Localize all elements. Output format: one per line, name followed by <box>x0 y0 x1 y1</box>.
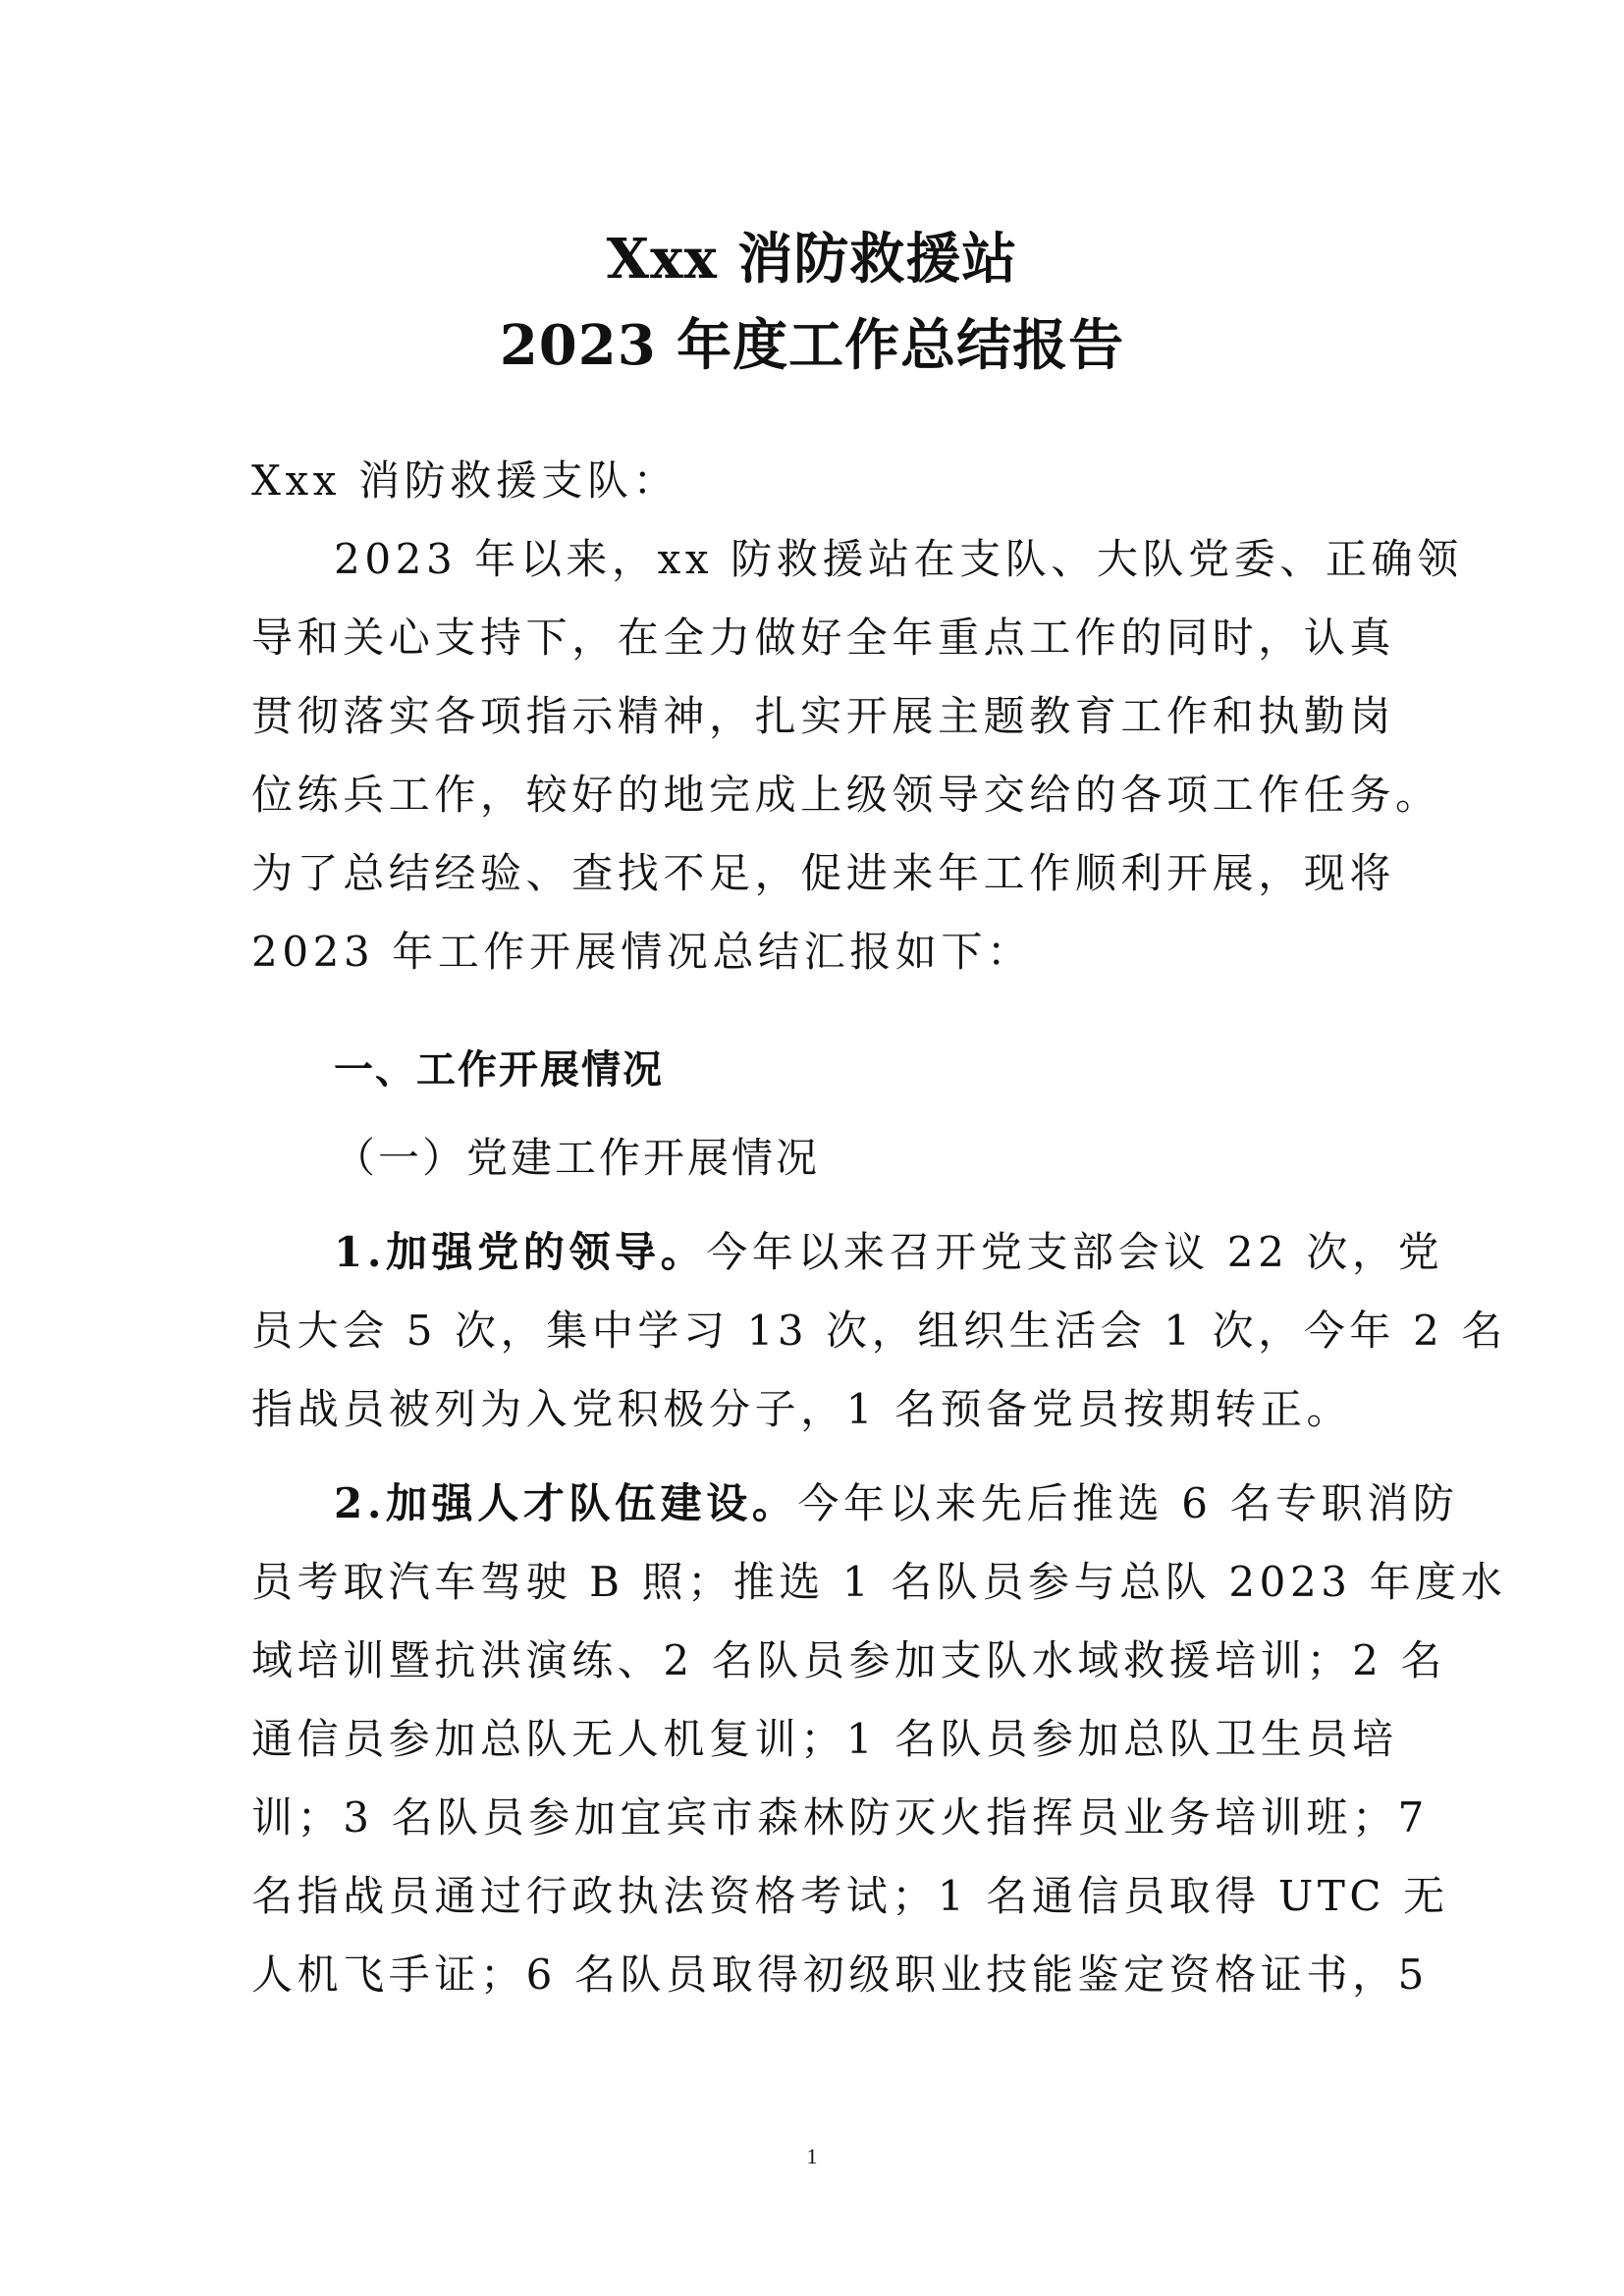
intro-line: 2023 年以来，xx 防救援站在支队、大队党委、正确领 <box>334 535 1463 583</box>
item-1-text: 今年以来召开党支部会议 22 次，党 <box>706 1228 1444 1276</box>
subsection-heading: （一）党建工作开展情况 <box>334 1134 821 1182</box>
section-heading: 一、工作开展情况 <box>334 1047 664 1093</box>
item-2-line: 通信员参加总队无人机复训；1 名队员参加总队卫生员培 <box>251 1715 1398 1763</box>
document-title-line-2: 2023 年度工作总结报告 <box>499 313 1125 378</box>
item-2-line: 员考取汽车驾驶 B 照；推选 1 名队员参与总队 2023 年度水 <box>251 1558 1507 1606</box>
page-number: 1 <box>806 2144 818 2168</box>
item-1-lead: 1.加强党的领导。 <box>334 1228 707 1276</box>
item-2-lead: 2.加强人才队伍建设。 <box>334 1479 798 1527</box>
salutation: Xxx 消防救援支队： <box>251 456 679 505</box>
document-title-line-1: Xxx 消防救援站 <box>606 227 1018 292</box>
item-1-line: 员大会 5 次，集中学习 13 次，组织生活会 1 次，今年 2 名 <box>251 1307 1507 1355</box>
item-2-text: 今年以来先后推选 6 名专职消防 <box>797 1479 1459 1527</box>
item-2-line: 名指战员通过行政执法资格考试；1 名通信员取得 UTC 无 <box>251 1872 1449 1920</box>
intro-line: 贯彻落实各项指示精神，扎实开展主题教育工作和执勤岗 <box>251 692 1396 740</box>
intro-line: 2023 年工作开展情况总结汇报如下： <box>251 928 1033 976</box>
intro-line: 位练兵工作，较好的地完成上级领导交给的各项工作任务。 <box>251 771 1441 819</box>
item-1-first-line <box>334 1223 1443 1282</box>
item-2-first-line <box>334 1474 1458 1533</box>
item-1-line: 指战员被列为入党积极分子，1 名预备党员按期转正。 <box>251 1385 1353 1433</box>
intro-line: 为了总结经验、查找不足，促进来年工作顺利开展，现将 <box>251 849 1396 897</box>
intro-line: 导和关心支持下，在全力做好全年重点工作的同时，认真 <box>251 614 1396 662</box>
item-2-line: 人机飞手证；6 名队员取得初级职业技能鉴定资格证书，5 <box>251 1950 1429 1999</box>
item-2-line: 训；3 名队员参加宜宾市森林防灭火指挥员业务培训班；7 <box>251 1793 1429 1842</box>
item-2-line: 域培训暨抗洪演练、2 名队员参加支队水域救援培训；2 名 <box>251 1636 1446 1684</box>
